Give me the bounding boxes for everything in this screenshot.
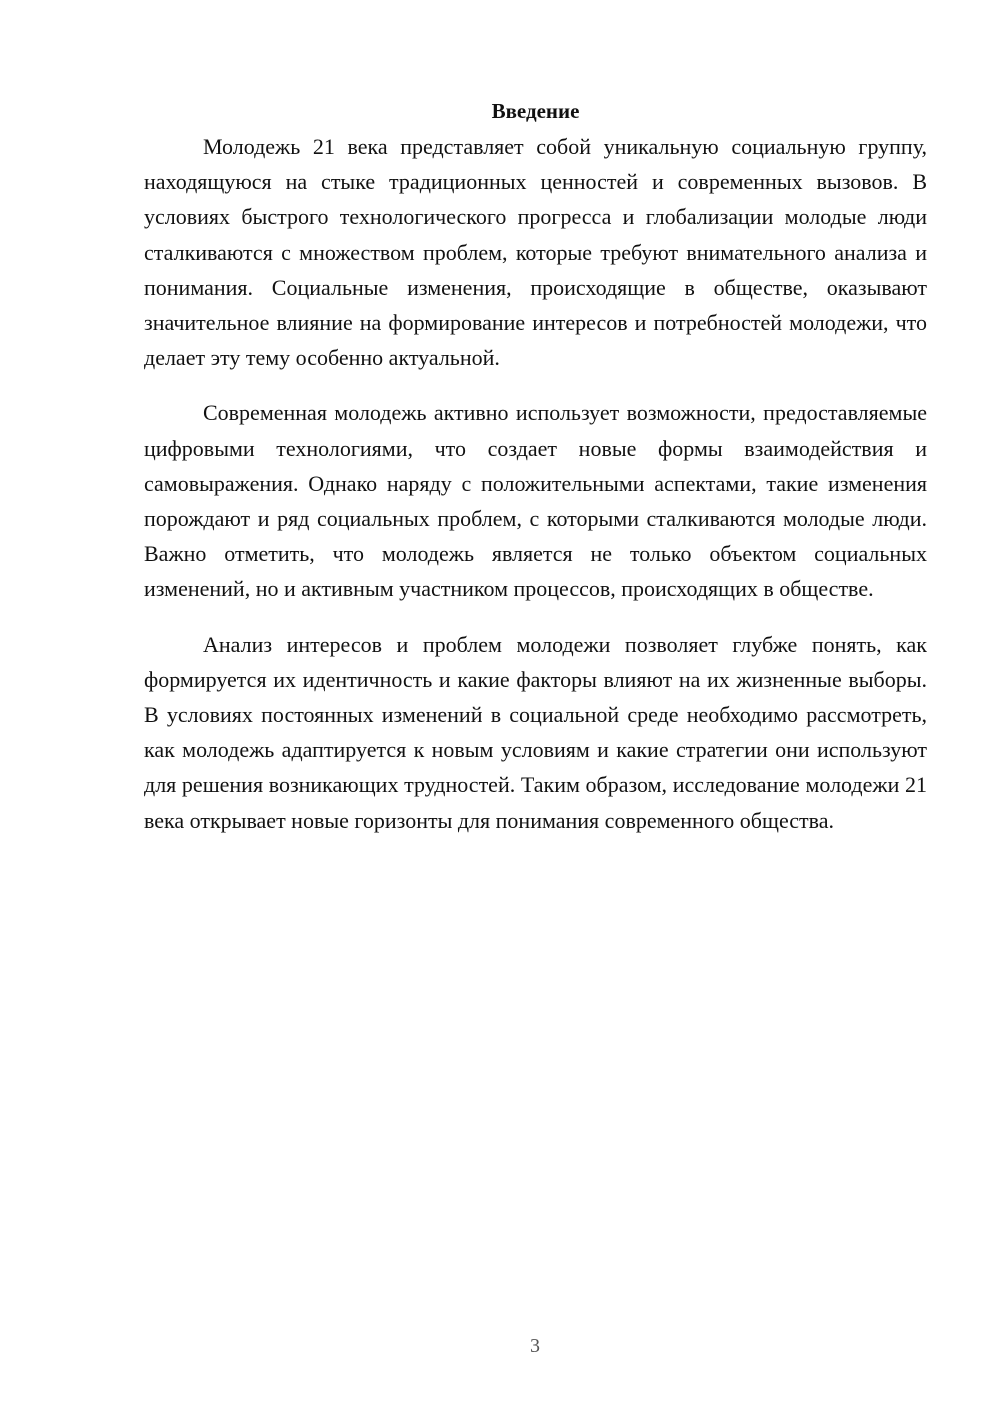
page-content [144, 96, 927, 838]
paragraph-1: Молодежь 21 века представляет собой уникальную социальную группу, находящуюся на стыке традиционных ценностей и современных вызовов. В условиях быстрого технологического прогресса и глобализации молодые люди сталкиваются с множеством проблем, которые требуют внимательного анализа и понимания. Социальные изменения, происходящие в обществе, оказывают значительное влияние на формирование интересов и потребностей молодежи, что делает эту тему особенно актуальной. [144, 134, 927, 371]
section-heading: Введение [491, 99, 580, 123]
page-number: 3 [530, 1335, 540, 1357]
paragraph-2: Современная молодежь активно использует возможности, предоставляемые цифровыми технологиями, что создает новые формы взаимодействия и самовыражения. Однако наряду с положительными аспектами, такие изменения порождают и ряд социальных проблем, с которыми сталкиваются молодые люди. Важно отметить, что молодежь является не только объектом социальных изменений, но и активным участником процессов, происходящих в обществе. [144, 400, 927, 602]
paragraph-3: Анализ интересов и проблем молодежи позволяет глубже понять, как формируется их идентичность и какие факторы влияют на их жизненные выборы. В условиях постоянных изменений в социальной среде необходимо рассмотреть, как молодежь адаптируется к новым условиям и какие стратегии они используют для решения возникающих трудностей. Таким образом, исследование молодежи 21 века открывает новые горизонты для понимания современного общества. [144, 631, 927, 833]
